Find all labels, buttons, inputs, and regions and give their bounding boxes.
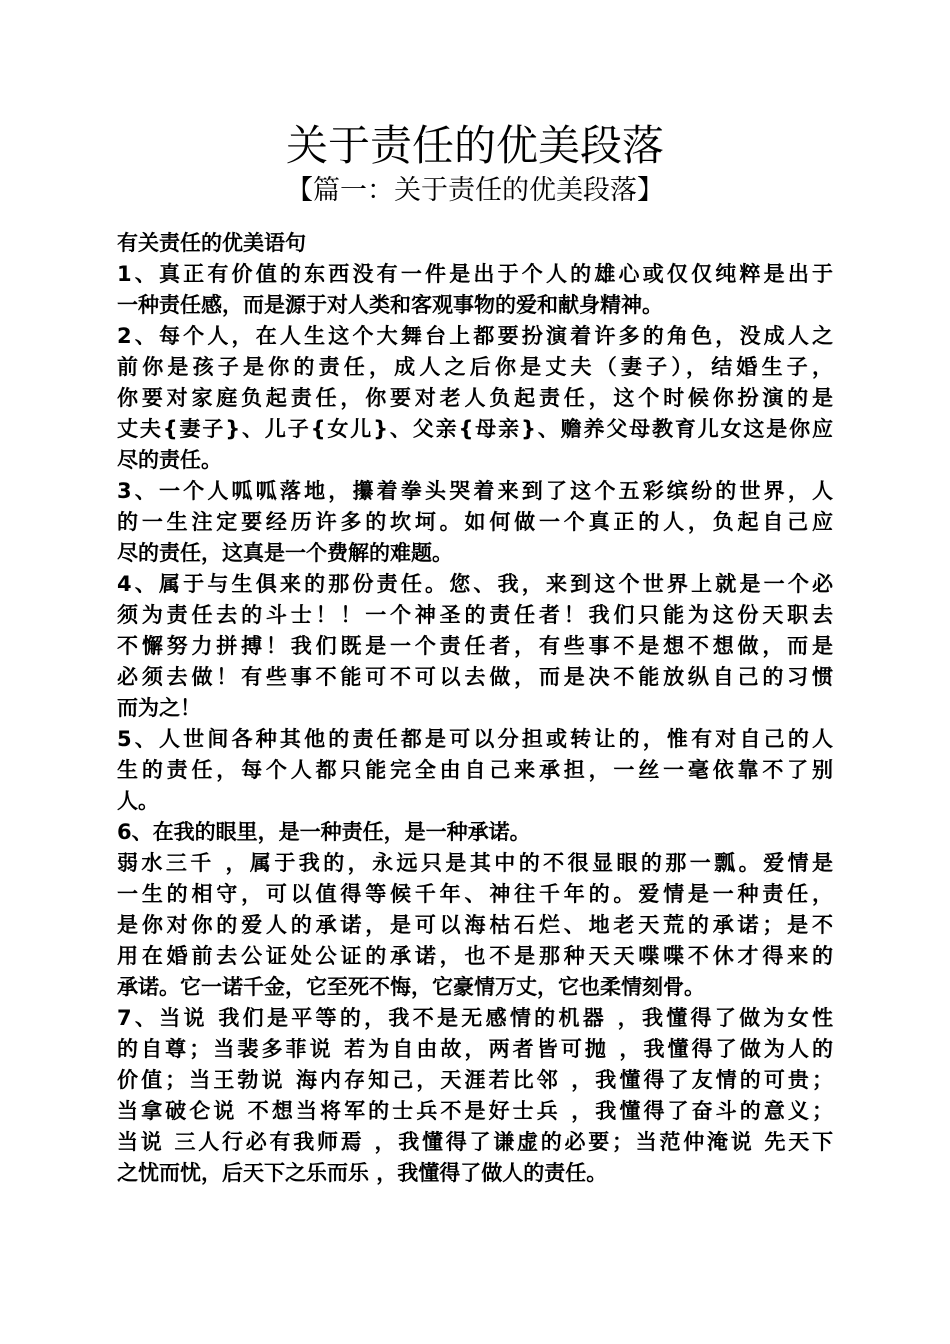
text-line: 一生的相守，可以值得等候千年、神往千年的。爱情是一种责任， [117, 882, 833, 906]
text-line: 4、属于与生俱来的那份责任。您、我，来到这个世界上就是一个必 [117, 572, 833, 596]
text-line: 2、每个人，在人生这个大舞台上都要扮演着许多的角色，没成人之 [117, 324, 833, 348]
text-line: 用在婚前去公证处公证的承诺，也不是那种天天喋喋不休才得来的 [117, 944, 833, 968]
text-line: 当拿破仑说 不想当将军的士兵不是好士兵 ，我懂得了奋斗的意义； [117, 1099, 833, 1123]
text-line: 价值；当王勃说 海内存知己，天涯若比邻 ，我懂得了友情的可贵； [117, 1068, 833, 1092]
text-line: 当说 三人行必有我师焉 ，我懂得了谦虚的必要；当范仲淹说 先天下 [117, 1130, 833, 1154]
text-line: 6、在我的眼里，是一种责任，是一种承诺。 [117, 820, 531, 844]
text-line: 不懈努力拼搏！我们既是一个责任者，有些事不是想不想做，而是 [117, 634, 833, 658]
text-line: 而为之！ [117, 696, 201, 720]
text-line: 1、真正有价值的东西没有一件是出于个人的雄心或仅仅纯粹是出于 [117, 262, 833, 286]
text-line: 3、一个人呱呱落地，攥着拳头哭着来到了这个五彩缤纷的世界，人 [117, 479, 833, 503]
text-line: 你要对家庭负起责任，你要对老人负起责任，这个时候你扮演的是 [117, 386, 833, 410]
text-line: 5、人世间各种其他的责任都是可以分担或转让的，惟有对自己的人 [117, 727, 833, 751]
document-title: 关于责任的优美段落 [285, 121, 664, 170]
text-line: 须为责任去的斗士！！一个神圣的责任者！我们只能为这份天职去 [117, 603, 833, 627]
text-line: 是你对你的爱人的承诺，是可以海枯石烂、地老天荒的承诺；是不 [117, 913, 833, 937]
text-line: 之忧而忧，后天下之乐而乐 ，我懂得了做人的责任。 [117, 1161, 608, 1185]
text-line: 7、当说 我们是平等的，我不是无感情的机器 ，我懂得了做为女性 [117, 1006, 833, 1030]
text-line: 尽的责任，这真是一个费解的难题。 [117, 541, 453, 565]
text-line: 承诺。它一诺千金，它至死不悔，它豪情万丈，它也柔情刻骨。 [117, 975, 705, 999]
text-line: 的自尊；当裴多菲说 若为自由故，两者皆可抛 ，我懂得了做为人的 [117, 1037, 833, 1061]
text-line: 尽的责任。 [117, 448, 222, 472]
text-line: 的一生注定要经历许多的坎坷。如何做一个真正的人，负起自己应 [117, 510, 833, 534]
text-line: 前你是孩子是你的责任，成人之后你是丈夫（妻子），结婚生子， [117, 355, 833, 379]
document-body [117, 228, 833, 1189]
text-line: 必须去做！有些事不能可不可以去做，而是决不能放纵自己的习惯 [117, 665, 833, 689]
document-subtitle: 【篇一：关于责任的优美段落】 [286, 175, 664, 206]
text-line: 有关责任的优美语句 [117, 231, 306, 255]
text-line: 生的责任，每个人都只能完全由自己来承担，一丝一毫依靠不了别 [117, 758, 833, 782]
text-line: 一种责任感，而是源于对人类和客观事物的爱和献身精神。 [117, 293, 663, 317]
text-line: 弱水三千 ，属于我的，永远只是其中的不很显眼的那一瓢。爱情是 [117, 851, 833, 875]
text-line: 人。 [117, 789, 159, 813]
text-line: 丈夫{妻子}、儿子{女儿}、父亲{母亲}、赡养父母教育儿女这是你应 [117, 417, 833, 441]
